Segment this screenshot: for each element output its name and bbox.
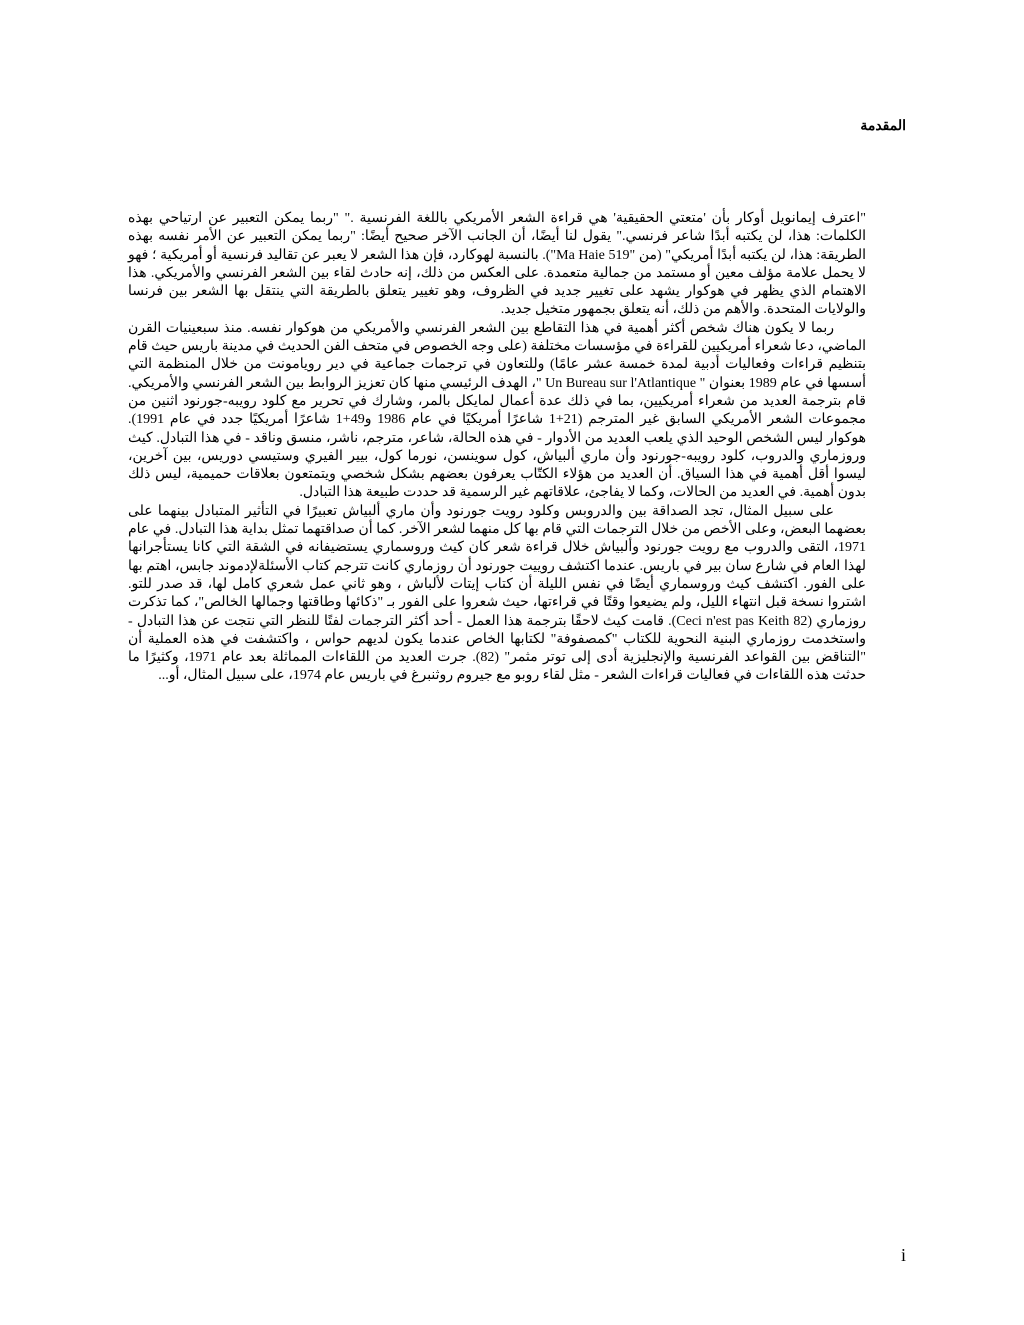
paragraph-1: "اعترف إيمانويل أوكار بأن 'متعتي الحقيقية' هي قراءة الشعر الأمريكي باللغة الفرنسية ." "ربما يمكن التعبير عن ارتياحي بهذه الكلمات: هذا، لن يكتبه أبدًا شاعر فرنسي." يقول لنا أيضًا، أن الجانب الآخر صحيح أيضًا: "ربما يمكن التعبير عن الأمر نفسه بهذه الطريقة: هذا، لن يكتبه أبدًا أمريكي" (من "519 Ma Haie"). بالنسبة لهوكارد، فإن هذا الشعر لا يعبر عن تقاليد فرنسية أو أمريكية ؛ فهو لا يحمل علامة مؤلف معين أو مستمد من جمالية متعمدة. على العكس من ذلك، إنه حادث لقاء بين الشعر الفرنسي والأمريكي. هذا الاهتمام الذي يظهر في هوكوار يشهد على تغيير جديد في الظروف، وهو تغيير يتعلق بالطريقة التي ينتقل بها الشعر بين فرنسا والولايات المتحدة. والأهم من ذلك، أنه يتعلق بجمهور متخيل جديد. [128,211,867,318]
paragraph-2: ربما لا يكون هناك شخص أكثر أهمية في هذا التقاطع بين الشعر الفرنسي والأمريكي من هوكوار نفسه. منذ سبعينيات القرن الماضي، دعا شعراء أمريكيين للقراءة في مؤسسات مختلفة (على وجه الخصوص في متحف الفن الحديث في مدينة باريس حيث قام بتنظيم قراءات وفعاليات أدبية لمدة خمسة عشر عامًا) وللتعاون في ترجمات جماعية في دير رويامونت من خلال المنظمة التي أسسها في عام 1989 بعنوان " Un Bureau sur l'Atlantique "، الهدف الرئيسي منها كان تعزيز الروابط بين الشعر الفرنسي والأمريكي. قام بترجمة العديد من شعراء أمريكيين، بما في ذلك عدة أعمال لمايكل بالمر، وشارك في تحرير مع كلود رويبه-جورنود اثنين من مجموعات الشعر الأمريكي السابق غير المترجم (21+1 شاعرًا أمريكيًا في عام 1986 و49+1 شاعرًا أمريكيًا جدد في عام 1991). هوكوار ليس الشخص الوحيد الذي يلعب العديد من الأدوار - في هذه الحالة، شاعر، مترجم، ناشر، منسق وناقد - في هذا التبادل. كيث وروزماري والدروب، كلود رويبه-جورنود وأن ماري ألبياش، كول سوينسن، نورما كول، بيير الفيري وستيسي دوريس، بين آخرين، ليسوا أقل أهمية في هذا السياق. أن العديد من هؤلاء الكتّاب يعرفون بعضهم بشكل شخصي ويتمتعون بعلاقات حميمية، ليس ذلك بدون أهمية. في العديد من الحالات، وكما لا يفاجئ، علاقاتهم غير الرسمية قد حددت طبيعة هذا التبادل. [128,320,867,501]
page-number: i [900,1245,906,1265]
paragraph-3: على سبيل المثال، تجد الصداقة بين والدروبس وكلود رويت جورنود وأن ماري ألبياش تعبيرًا في التأثير المتبادل بينهما على بعضهما البعض، وعلى الأخص من خلال الترجمات التي قام بها كل منهما لشعر الآخر. كما أن صداقتهما تمثل بداية هذا التبادل. في عام 1971، التقى والدروب مع رويت جورنود وألبياش خلال قراءة شعر كان كيث وروسماري يستضيفانه في الشقة التي كانا يستأجرانها لهذا العام في شارع سان بير في باريس. عندما اكتشف روييت جورنود أن روزماري كانت تترجم كتاب الأسئلةلإدموند جابس، اهتم بها على الفور. اكتشف كيث وروسماري أيضًا في نفس الليلة أن كتاب إيتات لألباش ، وهو ثاني عمل شعري كامل لها، قد صدر للتو. اشتروا نسخة قبل انتهاء الليل، ولم يضيعوا وقتًا في قراءتها، حيث شعروا على الفور بـ "ذكائها وطاقتها وجمالها الخالص"، كما تذكرت روزماري (Ceci n'est pas Keith 82). قامت كيث لاحقًا بترجمة هذا العمل - أحد أكثر الترجمات لفتًا للنظر التي نتجت عن هذا التبادل - واستخدمت روزماري البنية النحوية للكتاب "كمصفوفة" لكتابها الخاص عندما يكون لديهم حواس ، واكتشفت في هذه العملية أن "التناقض بين القواعد الفرنسية والإنجليزية أدى إلى توتر مثمر" (82). جرت العديد من اللقاءات المماثلة بعد عام 1971، وكثيرًا ما حدثت هذه اللقاءات في فعاليات قراءات الشعر - مثل لقاء روبو مع جيروم روثنبرغ في باريس عام 1974، على سبيل المثال، أو... [128,503,867,684]
page-title: المقدمة [860,119,906,134]
body-text [128,210,866,686]
